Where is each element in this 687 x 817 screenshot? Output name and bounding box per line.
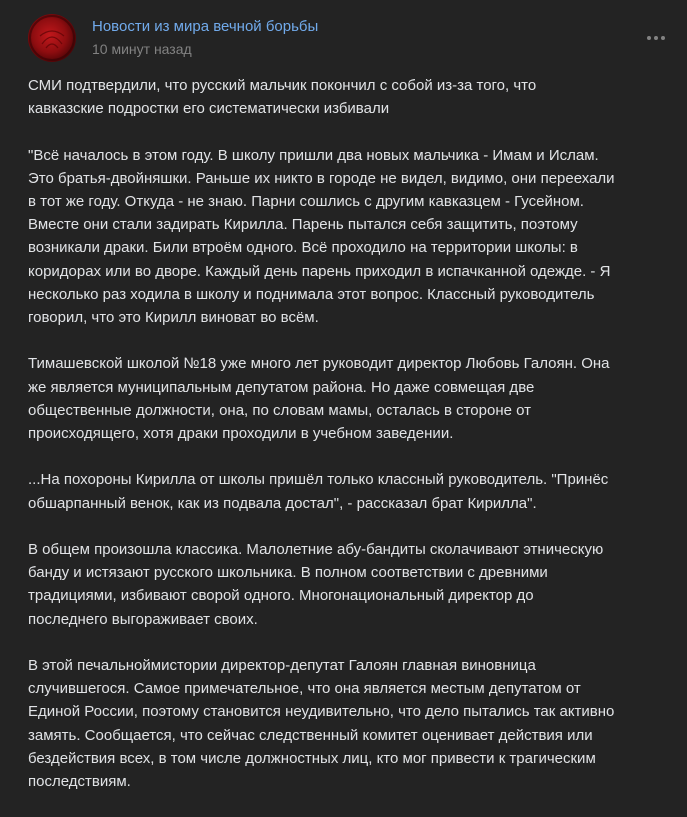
more-options-button[interactable] bbox=[644, 26, 668, 50]
post-timestamp[interactable]: 10 минут назад bbox=[92, 41, 192, 57]
post-text bbox=[28, 74, 668, 816]
more-horizontal-icon bbox=[644, 26, 668, 50]
avatar-image bbox=[28, 14, 76, 62]
post-paragraph: В этой печальноймистории директор-депутат Галоян главная виновница случившегося. Самое примечательное, что она является местым депутатом от Единой России, поэтому становится неудивительно, что дело пытались так активно замять. Сообщается, что сейчас следственный комитет оценивает действия или бездействия всех, в том числе должностных лиц, кто мог привести к трагическим последствиям. bbox=[28, 657, 615, 791]
post-paragraph: Тимашевской школой №18 уже много лет руководит директор Любовь Галоян. Она же является муниципальным депутатом района. Но даже совмещая две общественные должности, она, по словам мамы, осталась в стороне от происходящего, хотя драки проходили в учебном заведении. bbox=[28, 355, 610, 443]
post-paragraph: ...На похороны Кирилла от школы пришёл только классный руководитель. "Принёс обшарпанный венок, как из подвала достал", - рассказал брат Кирилла". bbox=[28, 471, 609, 512]
group-name-link[interactable]: Новости из мира вечной борьбы bbox=[92, 18, 319, 35]
post-paragraph: В общем произошла классика. Малолетние абу-бандиты сколачивают этническую банду и истязают русского школьника. В полном соответствии с древними традициями, избивают сворой одного. Многонациональный директор до последнего выгораживает своих. bbox=[28, 541, 604, 628]
post-paragraph: "Всё началось в этом году. В школу пришли два новых мальчика - Имам и Ислам. Это братья-двойняшки. Раньше их никто в городе не видел, видимо, они переехали в тот же году. Откуда - не знаю. Парни сошлись с другим кавказцем - Гусейном. Вместе они стали задирать Кирилла. Парень пытался себя защитить, поэтому возникали драки. Били втроём одного. Всё проходило на территории школы: в коридорах или во дворе. Каждый день парень приходил в испачканной одежде. - Я несколько раз ходила в школу и поднимала этот вопрос. Классный руководитель говорил, что это Кирилл виноват во всём. bbox=[28, 146, 615, 327]
post-header bbox=[28, 14, 668, 62]
post-paragraph: СМИ подтвердили, что русский мальчик покончил с собой из-за того, что кавказские подростки его систематически избивали bbox=[28, 77, 537, 118]
group-avatar[interactable] bbox=[28, 14, 76, 62]
